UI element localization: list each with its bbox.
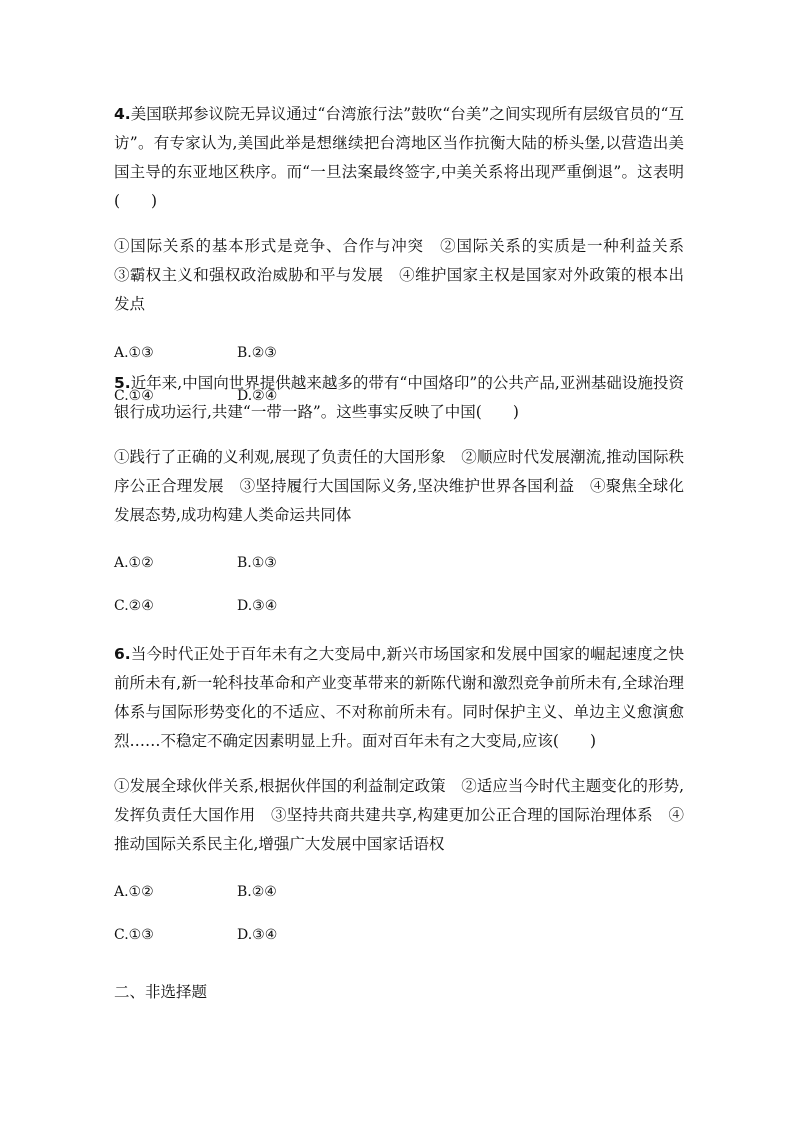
question-text: 当今时代正处于百年未有之大变局中,新兴市场国家和发展中国家的崛起速度之快前所未有,新一轮科技革命和产业变革带来的新陈代谢和激烈竞争前所未有,全球治理体系与国际形势变化的不适应、不对称前所未有。同时保护主义、单边主义愈演愈烈……不稳定不确定因素明显上升。面对百年未有之大变局,应该( ): [114, 645, 684, 750]
options-row: [114, 925, 684, 945]
question-text: 美国联邦参议院无异议通过“台湾旅行法”鼓吹“台美”之间实现所有层级官员的“互访”。有专家认为,美国此举是想继续把台湾地区当作抗衡大陆的桥头堡,以营造出美国主导的东亚地区秩序。而“一旦法案最终签字,中美关系将出现严重倒退”。这表明( ): [114, 105, 684, 210]
question-statements: ①发展全球伙伴关系,根据伙伴国的利益制定政策 ②适应当今时代主题变化的形势,发挥负责任大国作用 ③坚持共商共建共享,构建更加公正合理的国际治理体系 ④推动国际关系民主化,增强广大发展中国家话语权: [114, 777, 684, 853]
question-number: 4.: [114, 105, 131, 123]
options-row: [114, 553, 684, 573]
option-a: A.①②: [114, 884, 154, 900]
option-c: C.①④: [114, 388, 154, 404]
options-row: [114, 343, 684, 363]
question-number: 6.: [114, 645, 131, 663]
option-d: D.②④: [237, 388, 278, 404]
question-4: [114, 100, 700, 406]
section-title: 二、非选择题: [114, 983, 208, 1001]
option-d: D.③④: [237, 927, 278, 943]
option-b: B.①③: [237, 555, 277, 571]
option-d: D.③④: [237, 598, 278, 614]
options-row: [114, 596, 684, 616]
option-b: B.②④: [237, 884, 277, 900]
question-stem: [114, 100, 684, 216]
options-row: [114, 882, 684, 902]
option-c: C.①③: [114, 927, 154, 943]
option-c: C.②④: [114, 598, 154, 614]
question-statements: ①践行了正确的义利观,展现了负责任的大国形象 ②顺应时代发展潮流,推动国际秩序公正合理发展 ③坚持履行大国国际义务,坚决维护世界各国利益 ④聚焦全球化发展态势,成功构建人类命运共同体: [114, 448, 684, 524]
question-number: 5.: [114, 374, 131, 392]
option-b: B.②③: [237, 345, 277, 361]
question-stem: [114, 640, 684, 756]
question-text: 近年来,中国向世界提供越来越多的带有“中国烙印”的公共产品,亚洲基础设施投资银行成功运行,共建“一带一路”。这些事实反映了中国( ): [114, 374, 684, 421]
question-statements: ①国际关系的基本形式是竞争、合作与冲突 ②国际关系的实质是一种利益关系 ③霸权主义和强权政治威胁和平与发展 ④维护国家主权是国家对外政策的根本出发点: [114, 237, 700, 313]
option-a: A.①③: [114, 345, 154, 361]
question-5: [114, 369, 684, 616]
option-a: A.①②: [114, 555, 154, 571]
question-6: [114, 640, 684, 945]
question-stem: [114, 369, 684, 427]
